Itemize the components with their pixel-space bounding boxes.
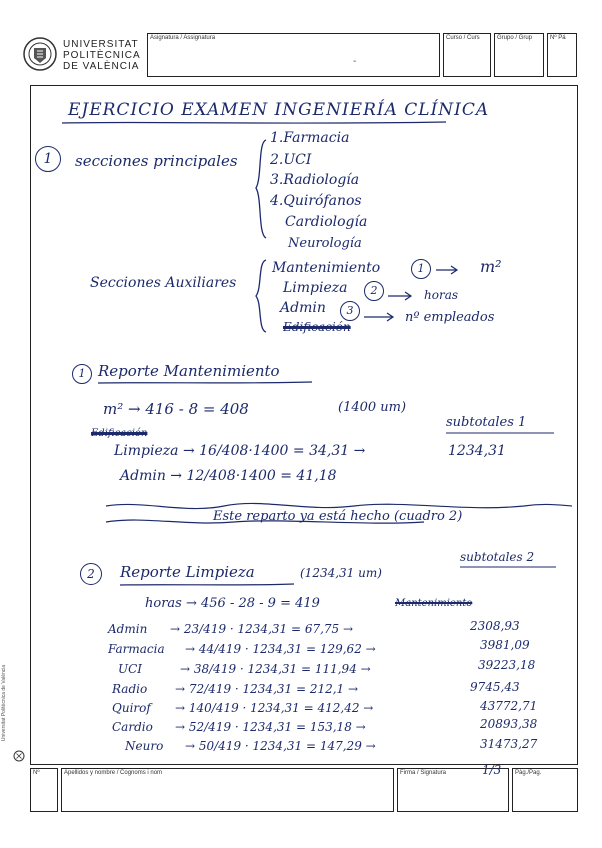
hoja-label: Nº Pá: [550, 35, 566, 41]
report-1-struck: Edificación: [91, 428, 148, 439]
arrow-icon: [386, 291, 416, 301]
row-calc: → 140/419 · 1234,31 = 412,42 →: [175, 701, 374, 715]
report-2-number: 2: [80, 563, 102, 585]
principal-item: 2.UCI: [270, 152, 312, 168]
aux-2-number: 2: [364, 281, 384, 301]
report-1-number: 1: [72, 364, 92, 384]
aux-1-number: 1: [411, 259, 431, 279]
row-calc: → 38/419 · 1234,31 = 111,94 →: [180, 662, 371, 676]
report-1-total: (1400 um): [338, 400, 407, 415]
principal-item: Neurología: [288, 236, 362, 251]
university-seal-icon: [22, 36, 58, 72]
principales-brace-icon: [252, 138, 268, 240]
row-name: Radio: [112, 682, 148, 696]
title-underline: [60, 119, 450, 127]
principal-item: 4.Quirófanos: [270, 193, 362, 209]
report-2-underline: [118, 582, 298, 588]
report-1-m2: m² → 416 - 8 = 408: [103, 400, 249, 418]
report-1-underline: [96, 380, 316, 386]
row-name: Quirof: [112, 701, 151, 715]
side-imprint: Universitat Politècnica de València: [1, 664, 8, 742]
aux-3-number: 3: [340, 301, 360, 321]
curso-box: [443, 33, 491, 77]
firma-label: Firma / Signatura: [400, 770, 447, 776]
row-subtotal: 43772,71: [480, 699, 538, 713]
report-1-limpieza: Limpieza → 16/408·1400 = 34,31 →: [114, 443, 366, 459]
aux-limpieza: Limpieza: [283, 280, 348, 296]
report-2-title: Reporte Limpieza: [120, 563, 255, 581]
exercise-title: EJERCICIO EXAMEN INGENIERÍA CLÍNICA: [68, 100, 490, 120]
report-1-admin: Admin → 12/408·1400 = 41,18: [120, 468, 337, 484]
report-1-title: Reporte Mantenimiento: [98, 362, 280, 380]
university-name: UNIVERSITAT POLITÈCNICA DE VALÈNCIA: [63, 39, 141, 72]
section-1-number: 1: [35, 146, 61, 172]
recycle-icon: [13, 750, 25, 762]
arrow-icon: [362, 312, 398, 322]
aux-admin: Admin: [280, 300, 326, 316]
page-number: 1/3: [482, 763, 502, 777]
pag-box: [512, 768, 578, 812]
aux-edificacion-struck: Edificación: [283, 320, 351, 334]
principal-item: 3.Radiología: [270, 172, 360, 188]
aux-2-unit: horas: [424, 288, 459, 302]
principal-item: 1.Farmacia: [270, 130, 350, 146]
n-label: Nº: [33, 770, 40, 776]
asignatura-value: -: [353, 56, 357, 67]
subtotal-2-underline: [458, 565, 558, 570]
curso-label: Curso / Curs: [446, 35, 480, 41]
apellidos-box: [61, 768, 394, 812]
row-subtotal: 39223,18: [478, 658, 536, 672]
report-1-note: Este reparto ya está hecho (cuadro 2): [213, 509, 463, 524]
report-1-limpieza-subtotal: 1234,31: [448, 443, 506, 459]
principales-label: secciones principales: [75, 152, 238, 170]
row-calc: → 44/419 · 1234,31 = 129,62 →: [185, 642, 376, 656]
row-calc: → 72/419 · 1234,31 = 212,1 →: [175, 682, 359, 696]
row-subtotal: 3981,09: [480, 638, 530, 652]
hoja-box: [547, 33, 577, 77]
apellidos-label: Apellidos y nombre / Cognoms i nom: [64, 770, 163, 776]
row-name: Neuro: [125, 739, 164, 753]
n-box: [30, 768, 58, 812]
aux-mantenimiento: Mantenimiento: [272, 260, 381, 276]
aux-3-unit: nº empleados: [405, 310, 495, 325]
grupo-label: Grupo / Grup: [497, 35, 533, 41]
row-name: Farmacia: [108, 642, 165, 656]
pag-label: Pàg./Pag.: [515, 770, 542, 776]
subtotal-1-underline: [444, 431, 556, 436]
asignatura-box: [147, 33, 440, 77]
row-name: Cardio: [112, 720, 153, 734]
report-2-horas: horas → 456 - 28 - 9 = 419: [145, 596, 320, 611]
row-name: UCI: [118, 662, 143, 676]
row-subtotal: 9745,43: [470, 680, 520, 694]
row-subtotal: 31473,27: [480, 737, 538, 751]
row-calc: → 23/419 · 1234,31 = 67,75 →: [170, 622, 354, 636]
auxiliares-label: Secciones Auxiliares: [90, 275, 237, 291]
row-subtotal: 20893,38: [480, 717, 538, 731]
grupo-box: [494, 33, 544, 77]
row-subtotal: 2308,93: [470, 619, 520, 633]
report-2-total: (1234,31 um): [300, 566, 382, 580]
row-calc: → 52/419 · 1234,31 = 153,18 →: [175, 720, 366, 734]
report-1-subtotal-label: subtotales 1: [446, 415, 527, 430]
report-2-struck: Mantenimiento: [395, 598, 473, 609]
arrow-icon: [434, 265, 462, 275]
row-calc: → 50/419 · 1234,31 = 147,29 →: [185, 739, 376, 753]
asignatura-label: Asignatura / Assignatura: [150, 35, 216, 41]
report-2-subtotal-label: subtotales 2: [460, 550, 535, 564]
principal-item: Cardiología: [285, 214, 368, 230]
auxiliares-brace-icon: [252, 258, 268, 334]
row-name: Admin: [108, 622, 148, 636]
aux-1-unit: m²: [480, 257, 502, 276]
